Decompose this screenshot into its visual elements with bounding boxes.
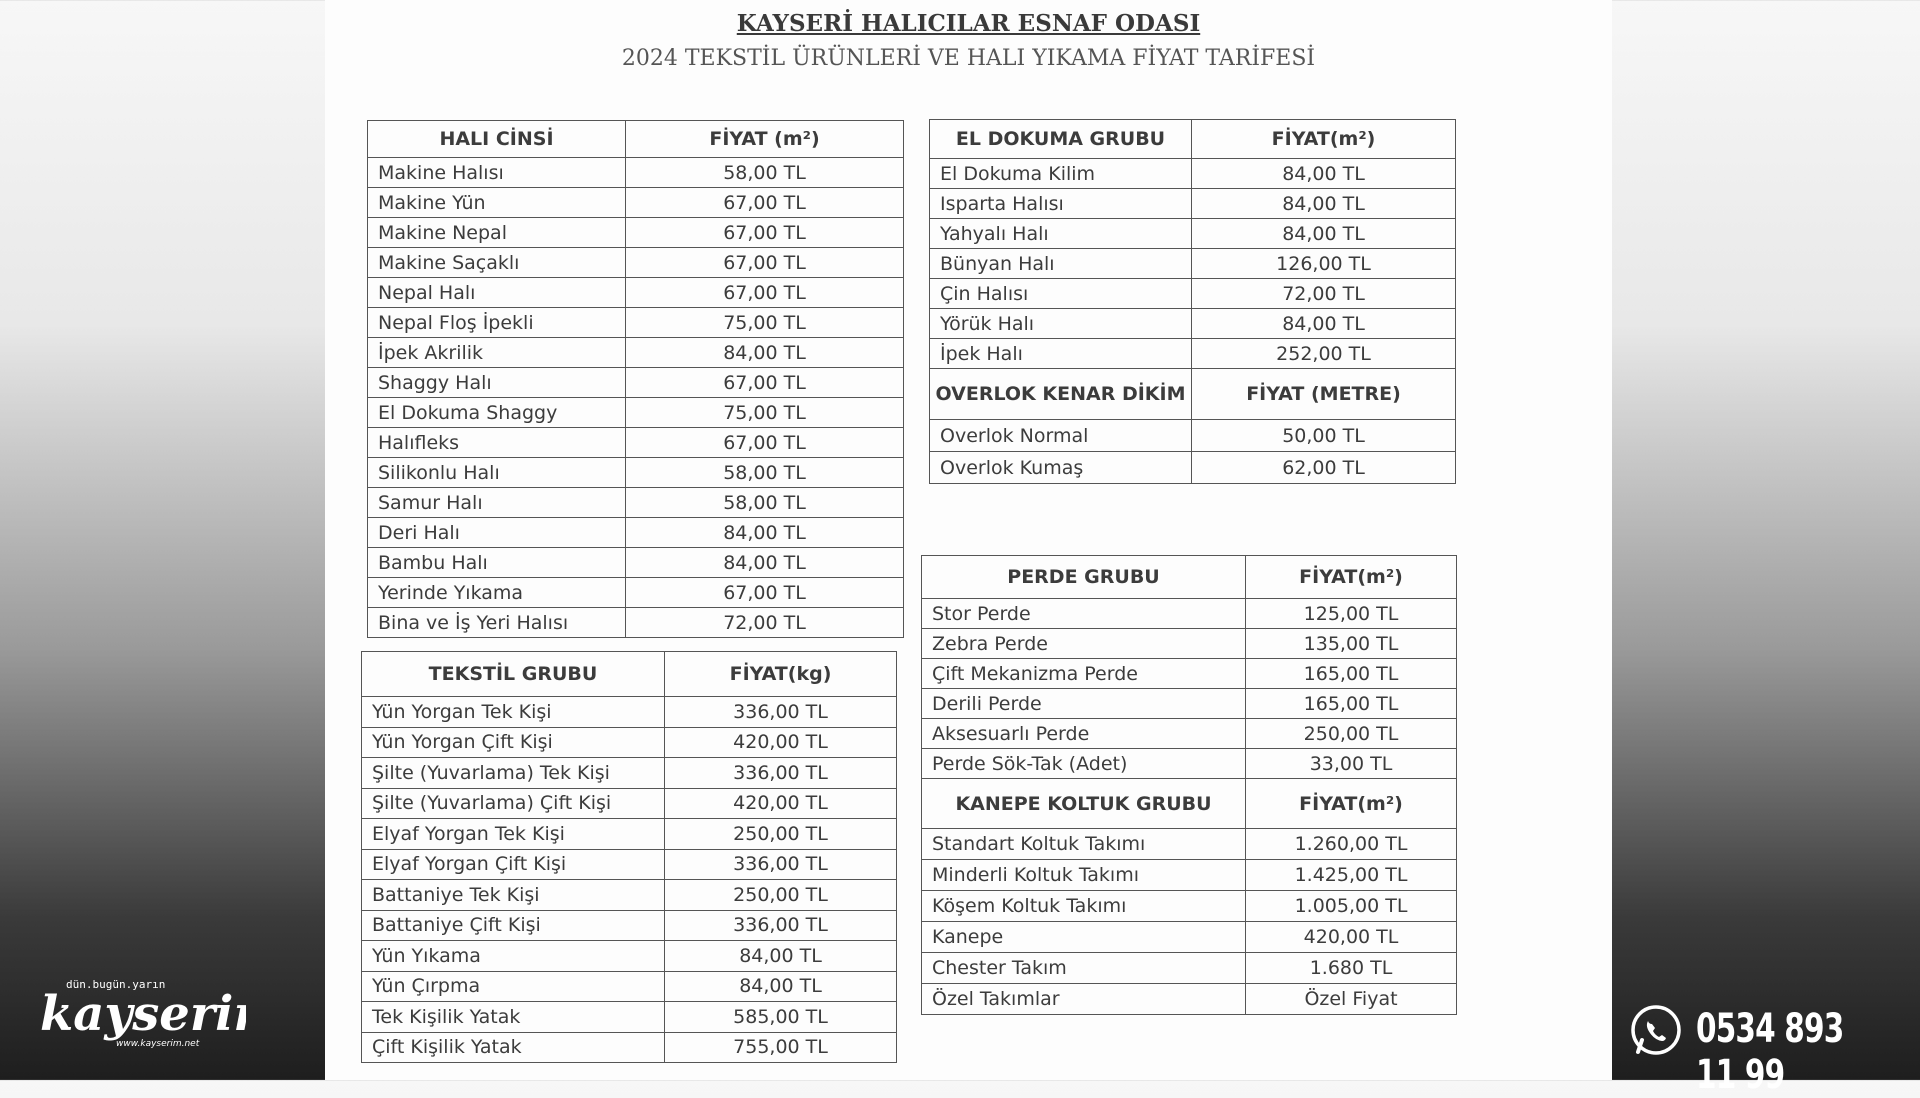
item-name: Perde Sök-Tak (Adet) bbox=[922, 749, 1246, 779]
table-row bbox=[930, 219, 1456, 249]
item-price: 585,00 TL bbox=[665, 1002, 897, 1033]
table-row bbox=[362, 849, 897, 880]
item-price: 84,00 TL bbox=[665, 971, 897, 1002]
item-name: Derili Perde bbox=[922, 689, 1246, 719]
table-row bbox=[930, 452, 1456, 484]
item-name: El Dokuma Shaggy bbox=[368, 398, 626, 428]
item-name: Isparta Halısı bbox=[930, 189, 1192, 219]
item-name: Overlok Kumaş bbox=[930, 452, 1192, 484]
logo-wordmark: kayseri bbox=[40, 986, 234, 1042]
price-document bbox=[325, 0, 1612, 1080]
item-price: 84,00 TL bbox=[626, 518, 904, 548]
item-name: Nepal Floş İpekli bbox=[368, 308, 626, 338]
item-price: 250,00 TL bbox=[665, 819, 897, 850]
item-price: 72,00 TL bbox=[1192, 279, 1456, 309]
item-name: İpek Akrilik bbox=[368, 338, 626, 368]
table-row bbox=[368, 578, 904, 608]
document-subtitle: 2024 TEKSTİL ÜRÜNLERİ VE HALI YIKAMA FİYAT TARİFESİ bbox=[621, 46, 1316, 71]
whatsapp-icon bbox=[1628, 1002, 1684, 1058]
item-price: 755,00 TL bbox=[665, 1032, 897, 1063]
table-row bbox=[362, 697, 897, 728]
table-row bbox=[368, 518, 904, 548]
item-price: 126,00 TL bbox=[1192, 249, 1456, 279]
item-name: Makine Saçaklı bbox=[368, 248, 626, 278]
item-price: Özel Fiyat bbox=[1246, 984, 1457, 1015]
table-row bbox=[922, 829, 1457, 860]
table-row bbox=[922, 599, 1457, 629]
item-name: Köşem Koltuk Takımı bbox=[922, 891, 1246, 922]
table-row bbox=[368, 248, 904, 278]
item-price: 58,00 TL bbox=[626, 158, 904, 188]
table-row bbox=[368, 398, 904, 428]
table-header-price: FİYAT(m²) bbox=[1246, 556, 1457, 599]
item-name: Samur Halı bbox=[368, 488, 626, 518]
table-row bbox=[362, 1032, 897, 1063]
item-price: 67,00 TL bbox=[626, 278, 904, 308]
table-row bbox=[362, 1002, 897, 1033]
item-price: 84,00 TL bbox=[665, 941, 897, 972]
item-price: 252,00 TL bbox=[1192, 339, 1456, 369]
kayserim-logo bbox=[36, 968, 246, 1068]
table-row bbox=[930, 279, 1456, 309]
item-price: 165,00 TL bbox=[1246, 689, 1457, 719]
item-price: 84,00 TL bbox=[626, 338, 904, 368]
table-row bbox=[362, 941, 897, 972]
table-header-type: EL DOKUMA GRUBU bbox=[930, 120, 1192, 159]
table-row bbox=[930, 189, 1456, 219]
hali-price-table bbox=[367, 120, 904, 638]
item-name: Çin Halısı bbox=[930, 279, 1192, 309]
table-row bbox=[362, 727, 897, 758]
item-price: 50,00 TL bbox=[1192, 420, 1456, 452]
item-name: Yün Yıkama bbox=[362, 941, 665, 972]
item-price: 84,00 TL bbox=[1192, 309, 1456, 339]
table-row bbox=[368, 608, 904, 638]
item-name: Elyaf Yorgan Çift Kişi bbox=[362, 849, 665, 880]
table-row bbox=[368, 338, 904, 368]
item-price: 420,00 TL bbox=[665, 727, 897, 758]
item-price: 67,00 TL bbox=[626, 188, 904, 218]
logo-graphic bbox=[36, 968, 246, 1068]
table-header-type: TEKSTİL GRUBU bbox=[362, 652, 665, 697]
item-name: Tek Kişilik Yatak bbox=[362, 1002, 665, 1033]
table-row bbox=[368, 308, 904, 338]
el-dokuma-price-table bbox=[929, 119, 1456, 484]
table-header-price: FİYAT(kg) bbox=[665, 652, 897, 697]
table-row bbox=[368, 368, 904, 398]
table-row bbox=[362, 910, 897, 941]
item-price: 165,00 TL bbox=[1246, 659, 1457, 689]
table-row bbox=[362, 971, 897, 1002]
item-name: Yerinde Yıkama bbox=[368, 578, 626, 608]
table-row bbox=[922, 629, 1457, 659]
perde-price-table bbox=[921, 555, 1457, 1015]
item-name: Bünyan Halı bbox=[930, 249, 1192, 279]
item-price: 250,00 TL bbox=[665, 880, 897, 911]
item-name: Deri Halı bbox=[368, 518, 626, 548]
item-price: 1.260,00 TL bbox=[1246, 829, 1457, 860]
item-price: 67,00 TL bbox=[626, 428, 904, 458]
item-name: Elyaf Yorgan Tek Kişi bbox=[362, 819, 665, 850]
item-name: Çift Mekanizma Perde bbox=[922, 659, 1246, 689]
table-row bbox=[930, 420, 1456, 452]
item-name: Makine Nepal bbox=[368, 218, 626, 248]
table-row bbox=[362, 758, 897, 789]
phone-number: 0534 893 11 99 bbox=[1696, 1006, 1844, 1098]
table-row bbox=[922, 719, 1457, 749]
table-row bbox=[368, 458, 904, 488]
item-price: 58,00 TL bbox=[626, 488, 904, 518]
item-name: Kanepe bbox=[922, 922, 1246, 953]
item-name: Minderli Koltuk Takımı bbox=[922, 860, 1246, 891]
item-name: Makine Halısı bbox=[368, 158, 626, 188]
item-price: 420,00 TL bbox=[1246, 922, 1457, 953]
logo-tagline: dün.bugün.yarın bbox=[66, 978, 166, 991]
table-row bbox=[922, 749, 1457, 779]
table-row bbox=[922, 860, 1457, 891]
table-header-type: PERDE GRUBU bbox=[922, 556, 1246, 599]
table-row bbox=[930, 309, 1456, 339]
item-name: Yün Yorgan Tek Kişi bbox=[362, 697, 665, 728]
item-name: Battaniye Çift Kişi bbox=[362, 910, 665, 941]
table-row bbox=[362, 880, 897, 911]
item-price: 72,00 TL bbox=[626, 608, 904, 638]
table-row bbox=[368, 218, 904, 248]
subheader-kanepe-price: FİYAT(m²) bbox=[1246, 779, 1457, 829]
table-row bbox=[368, 278, 904, 308]
item-price: 84,00 TL bbox=[1192, 219, 1456, 249]
item-name: Şilte (Yuvarlama) Çift Kişi bbox=[362, 788, 665, 819]
item-price: 67,00 TL bbox=[626, 218, 904, 248]
table-row bbox=[930, 159, 1456, 189]
item-name: Bina ve İş Yeri Halısı bbox=[368, 608, 626, 638]
table-row bbox=[922, 922, 1457, 953]
item-price: 84,00 TL bbox=[1192, 189, 1456, 219]
table-row bbox=[930, 339, 1456, 369]
item-name: Overlok Normal bbox=[930, 420, 1192, 452]
table-header-price: FİYAT(m²) bbox=[1192, 120, 1456, 159]
item-name: Aksesuarlı Perde bbox=[922, 719, 1246, 749]
item-name: Zebra Perde bbox=[922, 629, 1246, 659]
tekstil-price-table bbox=[361, 651, 897, 1063]
table-row bbox=[922, 984, 1457, 1015]
item-price: 1.680 TL bbox=[1246, 953, 1457, 984]
item-price: 58,00 TL bbox=[626, 458, 904, 488]
item-name: El Dokuma Kilim bbox=[930, 159, 1192, 189]
document-title: KAYSERİ HALICILAR ESNAF ODASI bbox=[736, 10, 1201, 37]
item-name: Stor Perde bbox=[922, 599, 1246, 629]
subheader-kanepe: KANEPE KOLTUK GRUBU bbox=[922, 779, 1246, 829]
item-name: Chester Takım bbox=[922, 953, 1246, 984]
table-row bbox=[362, 819, 897, 850]
item-price: 250,00 TL bbox=[1246, 719, 1457, 749]
item-name: Yahyalı Halı bbox=[930, 219, 1192, 249]
table-row bbox=[368, 428, 904, 458]
item-price: 67,00 TL bbox=[626, 368, 904, 398]
item-price: 135,00 TL bbox=[1246, 629, 1457, 659]
logo-url: www.kayserim.net bbox=[116, 1039, 200, 1049]
table-row bbox=[368, 548, 904, 578]
item-price: 420,00 TL bbox=[665, 788, 897, 819]
table-row bbox=[930, 249, 1456, 279]
item-price: 1.005,00 TL bbox=[1246, 891, 1457, 922]
item-price: 67,00 TL bbox=[626, 578, 904, 608]
item-name: Şilte (Yuvarlama) Tek Kişi bbox=[362, 758, 665, 789]
contact-phone[interactable] bbox=[1628, 1000, 1908, 1098]
table-header-price: FİYAT (m²) bbox=[626, 121, 904, 158]
table-row bbox=[922, 953, 1457, 984]
item-name: İpek Halı bbox=[930, 339, 1192, 369]
item-price: 336,00 TL bbox=[665, 697, 897, 728]
item-price: 1.425,00 TL bbox=[1246, 860, 1457, 891]
item-price: 33,00 TL bbox=[1246, 749, 1457, 779]
item-price: 125,00 TL bbox=[1246, 599, 1457, 629]
table-row bbox=[368, 158, 904, 188]
item-name: Yün Çırpma bbox=[362, 971, 665, 1002]
item-price: 67,00 TL bbox=[626, 248, 904, 278]
table-header-type: HALI CİNSİ bbox=[368, 121, 626, 158]
subheader-overlok-price: FİYAT (METRE) bbox=[1192, 369, 1456, 420]
item-name: Shaggy Halı bbox=[368, 368, 626, 398]
item-price: 336,00 TL bbox=[665, 849, 897, 880]
item-price: 336,00 TL bbox=[665, 758, 897, 789]
item-price: 62,00 TL bbox=[1192, 452, 1456, 484]
item-price: 84,00 TL bbox=[1192, 159, 1456, 189]
table-row bbox=[922, 891, 1457, 922]
item-name: Makine Yün bbox=[368, 188, 626, 218]
item-name: Özel Takımlar bbox=[922, 984, 1246, 1015]
item-name: Battaniye Tek Kişi bbox=[362, 880, 665, 911]
item-name: Bambu Halı bbox=[368, 548, 626, 578]
item-name: Yörük Halı bbox=[930, 309, 1192, 339]
item-name: Silikonlu Halı bbox=[368, 458, 626, 488]
item-price: 336,00 TL bbox=[665, 910, 897, 941]
item-name: Yün Yorgan Çift Kişi bbox=[362, 727, 665, 758]
subheader-overlok: OVERLOK KENAR DİKİM bbox=[930, 369, 1192, 420]
item-name: Standart Koltuk Takımı bbox=[922, 829, 1246, 860]
table-row bbox=[368, 188, 904, 218]
item-name: Nepal Halı bbox=[368, 278, 626, 308]
item-name: Çift Kişilik Yatak bbox=[362, 1032, 665, 1063]
item-price: 75,00 TL bbox=[626, 308, 904, 338]
item-name: Halıfleks bbox=[368, 428, 626, 458]
table-row bbox=[922, 689, 1457, 719]
table-row bbox=[362, 788, 897, 819]
item-price: 84,00 TL bbox=[626, 548, 904, 578]
item-price: 75,00 TL bbox=[626, 398, 904, 428]
table-row bbox=[368, 488, 904, 518]
table-row bbox=[922, 659, 1457, 689]
